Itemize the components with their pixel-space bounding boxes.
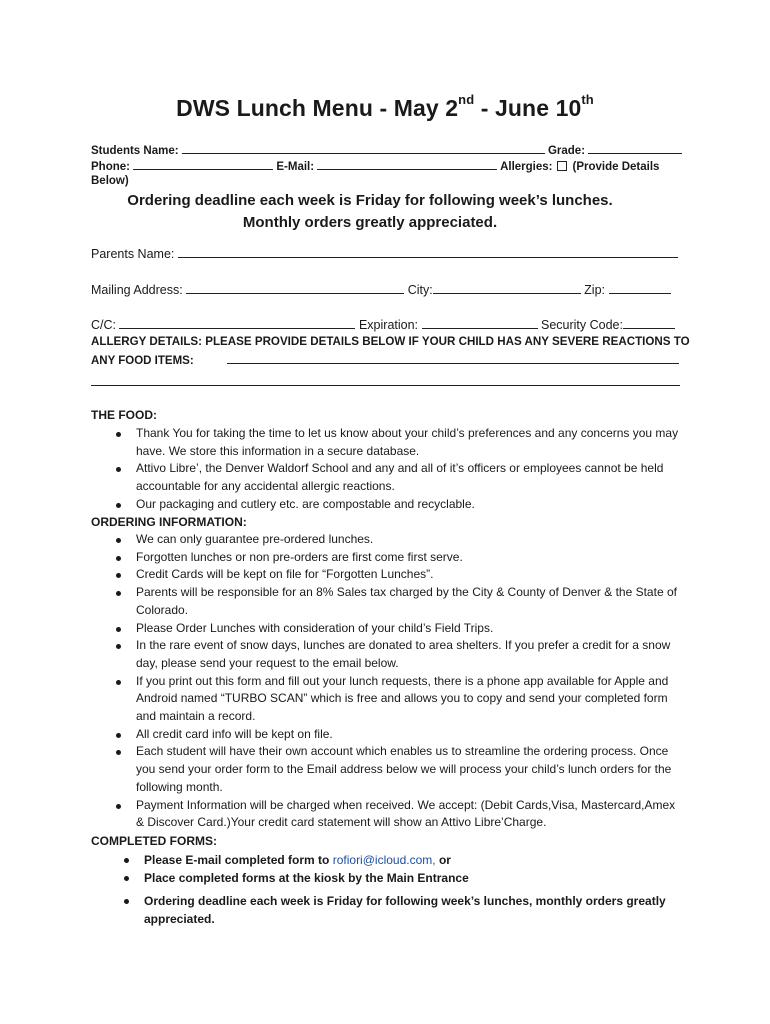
bullet-icon (116, 503, 121, 508)
address-row (91, 282, 681, 297)
allergy-label: ALLERGY DETAILS (91, 335, 199, 348)
city-field[interactable] (433, 282, 581, 294)
mailing-address-label: Mailing Address: (91, 283, 183, 297)
list-item: Forgotten lunches or non pre-orders are first come first serve. (91, 549, 681, 567)
bullet-icon (116, 432, 121, 437)
email-label: E-Mail: (276, 161, 315, 173)
bullet-icon (116, 467, 121, 472)
allergy-details (91, 334, 690, 349)
list-item: Credit Cards will be kept on file for “Forgotten Lunches”. (91, 566, 681, 584)
list-item: Attivo Libre’, the Denver Waldorf School and any and all of it’s officers or employees cannot be held accountable for any accidental allergic reactions. (91, 460, 681, 495)
list-item: Please Order Lunches with consideration of your child’s Field Trips. (91, 620, 681, 638)
bullet-icon (116, 591, 121, 596)
the-food-heading: THE FOOD: (91, 408, 157, 422)
students-name-label: Students Name: (91, 145, 179, 157)
bullet-icon (116, 538, 121, 543)
city-label: City: (407, 283, 433, 297)
completed-forms-list (91, 851, 681, 928)
ordering-info-heading: ORDERING INFORMATION: (91, 515, 247, 529)
allergy-line-2 (91, 352, 681, 369)
parents-name-row (91, 246, 681, 261)
deadline-line-2: Monthly orders greatly appreciated. (242, 214, 498, 231)
bullet-icon (116, 804, 121, 809)
bullet-icon (116, 680, 121, 685)
allergies-checkbox[interactable] (557, 161, 567, 171)
security-code-field[interactable] (623, 317, 675, 329)
mailing-address-field[interactable] (186, 282, 404, 294)
list-item: Each student will have their own account which enables us to streamline the ordering process. Once you send your order form to the Email address below we will process your child’s lunch orders for the following month. (91, 743, 681, 796)
deadline-line-1: Ordering deadline each week is Friday for following week’s lunches. (127, 192, 613, 209)
parents-name-label: Parents Name: (91, 247, 175, 261)
ordering-info-list (91, 531, 681, 832)
contact-row (91, 158, 681, 175)
student-name-row (91, 142, 681, 159)
allergy-details-field-2[interactable] (91, 385, 680, 386)
title-prefix: DWS Lunch Menu - May 2 (176, 95, 459, 121)
allergies-label: Allergies: (500, 161, 553, 173)
bullet-icon (116, 750, 121, 755)
security-code-label: Security Code: (541, 318, 623, 332)
bullet-icon (116, 644, 121, 649)
phone-field[interactable] (133, 158, 273, 170)
expiration-label: Expiration: (358, 318, 419, 332)
list-item: We can only guarantee pre-ordered lunches. (91, 531, 681, 549)
title-middle: - June 10 (474, 95, 582, 121)
expiration-field[interactable] (422, 317, 538, 329)
allergy-text: : PLEASE PROVIDE DETAILS BELOW IF YOUR CHILD HAS ANY SEVERE REACTIONS TO (198, 335, 690, 348)
title-sup-2: th (581, 92, 594, 107)
list-item: In the rare event of snow days, lunches are donated to area shelters. If you prefer a credit for a snow day, please send your request to the email below. (91, 637, 681, 672)
list-item: If you print out this form and fill out your lunch requests, there is a phone app available for Apple and Android named “TURBO SCAN” which is free and allows you to copy and send your completed form and maintain a record. (91, 673, 681, 726)
bullet-icon (116, 556, 121, 561)
provide-details-label: (Provide Details (572, 161, 660, 173)
students-name-field[interactable] (182, 142, 545, 154)
cc-field[interactable] (119, 317, 355, 329)
zip-field[interactable] (609, 282, 671, 294)
bullet-icon (116, 573, 121, 578)
grade-label: Grade: (547, 145, 586, 157)
parents-name-field[interactable] (178, 246, 678, 258)
grade-field[interactable] (588, 142, 682, 154)
list-item: Payment Information will be charged when received. We accept: (Debit Cards,Visa, Mastercard,Amex & Discover Card.)Your credit card statement will show an Attivo Libre’Charge. (91, 797, 681, 832)
email-field[interactable] (317, 158, 497, 170)
list-item: Parents will be responsible for an 8% Sales tax charged by the City & County of Denver & the State of Colorado. (91, 584, 681, 619)
list-item: Place completed forms at the kiosk by the Main Entrance (99, 869, 681, 887)
completed-forms-heading: COMPLETED FORMS: (91, 834, 217, 848)
bullet-icon (124, 858, 129, 863)
the-food-list (91, 425, 681, 514)
list-item: All credit card info will be kept on file. (91, 726, 681, 744)
list-item: Our packaging and cutlery etc. are compostable and recyclable. (91, 496, 681, 514)
bullet-icon (116, 733, 121, 738)
bullet-icon (124, 876, 129, 881)
allergy-details-field[interactable] (227, 352, 679, 364)
below-label: Below) (91, 175, 129, 187)
credit-card-row (91, 317, 681, 332)
allergy-food-items-label: ANY FOOD ITEMS: (91, 355, 194, 367)
list-item: Ordering deadline each week is Friday for following week’s lunches, monthly orders greatly appreciated. (99, 892, 681, 928)
email-link[interactable]: rofiori@icloud.com, (332, 853, 436, 867)
list-item: Please E-mail completed form to rofiori@icloud.com, or (99, 851, 681, 869)
list-item: Thank You for taking the time to let us know about your child’s preferences and any concerns you may have. We store this information in a secure database. (91, 425, 681, 460)
bullet-icon (124, 899, 129, 904)
page-title (0, 92, 770, 122)
phone-label: Phone: (91, 161, 130, 173)
cc-label: C/C: (91, 318, 116, 332)
below-row (91, 174, 681, 189)
zip-label: Zip: (584, 283, 606, 297)
title-sup-1: nd (458, 92, 475, 107)
deadline-notice (0, 190, 740, 234)
bullet-icon (116, 627, 121, 632)
